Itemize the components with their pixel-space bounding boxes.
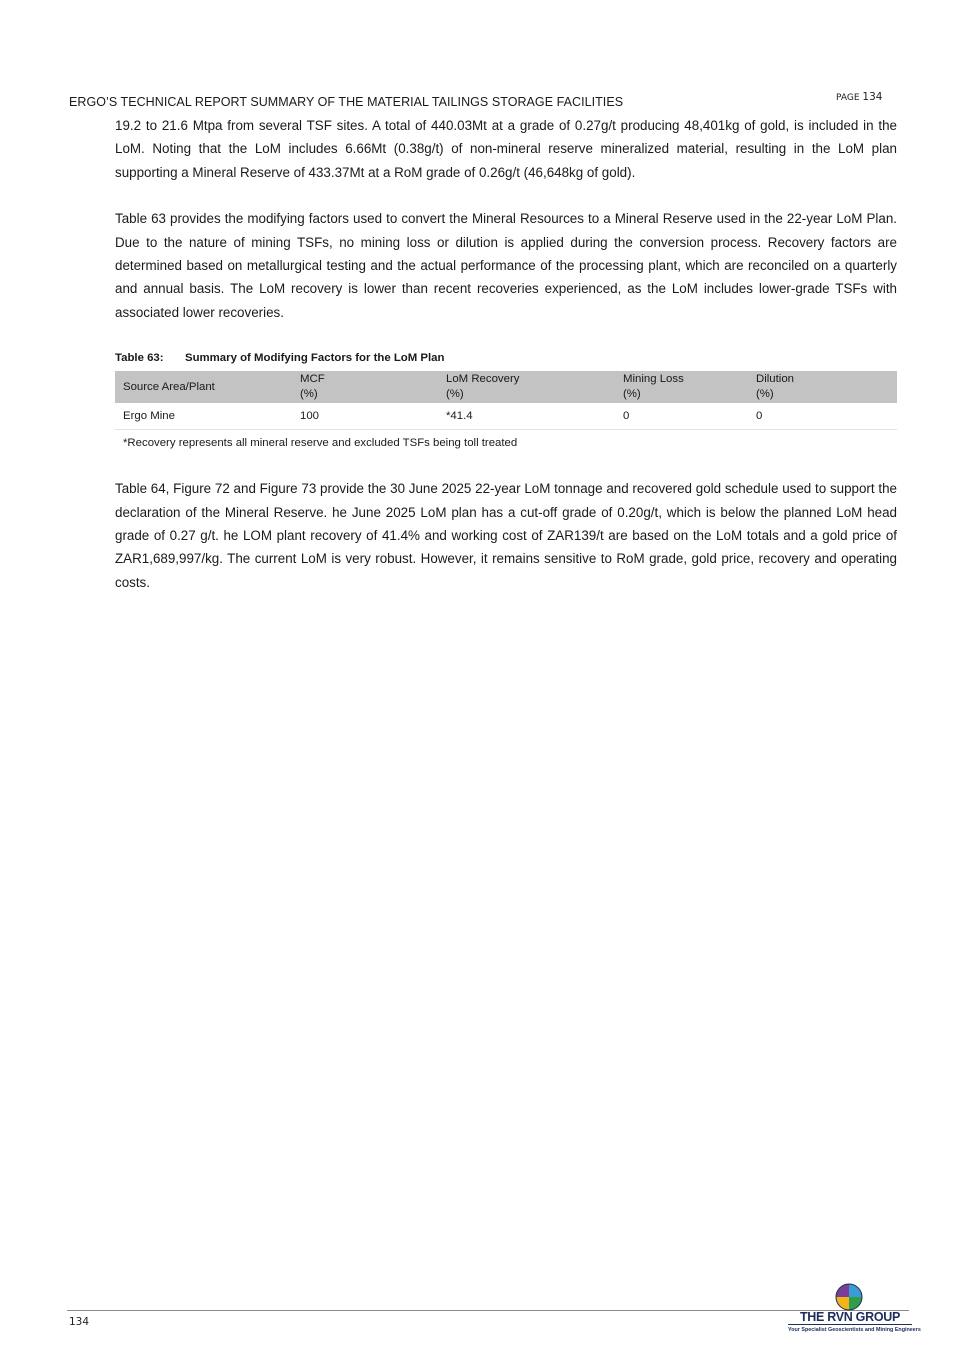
header-label: Mining Loss [623, 373, 684, 386]
page-number: 134 [862, 91, 883, 103]
header-unit: (%) [300, 388, 318, 401]
page-prefix: PAGE [836, 93, 860, 103]
table-caption-number: Table 63: [115, 352, 164, 365]
logo-tagline: Your Specialist Geoscientists and Mining Engineers [788, 1327, 921, 1333]
paragraph-lom-summary: 19.2 to 21.6 Mtpa from several TSF sites. A total of 440.03Mt at a grade of 0.27g/t producing 48,401kg of gold, is included in the LoM. Noting that the LoM includes 6.66Mt (0.38g/t) of non-mineral reserve mineralized material, resulting in the LoM plan supporting a Mineral Reserve of 433.37Mt at a RoM grade of 0.26g/t (46,648kg of gold). [115, 118, 897, 180]
rvn-group-logo [788, 1283, 921, 1335]
cell-mcf: 100 [292, 403, 438, 430]
paragraph-lom-schedule: Table 64, Figure 72 and Figure 73 provide the 30 June 2025 22-year LoM tonnage and recovered gold schedule used to support the declaration of the Mineral Reserve. he June 2025 LoM plan has a cut-off grade of 0.20g/t, which is below the planned LoM head grade of 0.27 g/t. he LOM plant recovery of 41.4% and working cost of ZAR139/t are based on the LoM totals and a gold price of ZAR1,689,997/kg. The current LoM is very robust. However, it remains sensitive to RoM grade, gold price, recovery and operating costs. [115, 481, 897, 590]
header-mcf [292, 371, 438, 403]
header-mining-loss [615, 371, 748, 403]
paragraph-modifying-factors: Table 63 provides the modifying factors used to convert the Mineral Resources to a Mineral Reserve used in the 22-year LoM Plan. Due to the nature of mining TSFs, no mining loss or dilution is applied during the conversion process. Recovery factors are determined based on metallurgical testing and the actual performance of the processing plant, which are reconciled on a quarterly and annual basis. The LoM recovery is lower than recent recoveries experienced, as the LoM includes lower-grade TSFs with associated lower recoveries. [115, 211, 897, 320]
table-caption [115, 352, 897, 364]
cell-lom-recovery: *41.4 [438, 403, 615, 430]
table-row [115, 403, 897, 430]
footer-divider [67, 1310, 909, 1311]
header-label: MCF [300, 373, 325, 386]
table-caption-title: Summary of Modifying Factors for the LoM Plan [185, 352, 445, 365]
cell-mining-loss: 0 [615, 403, 748, 430]
logo-circle-icon [835, 1283, 863, 1311]
main-content [115, 114, 897, 594]
header-source-area [115, 371, 292, 403]
header-unit: (%) [623, 388, 641, 401]
cell-dilution: 0 [748, 403, 897, 430]
header-unit: (%) [446, 388, 464, 401]
footer-page-number: 134 [69, 1316, 90, 1328]
table-header-row [115, 371, 897, 403]
header-unit: (%) [756, 388, 774, 401]
header-label: Source Area/Plant [123, 380, 215, 393]
cell-source-area: Ergo Mine [115, 403, 292, 430]
page-number-label [836, 91, 882, 103]
modifying-factors-table [115, 371, 897, 430]
header-dilution [748, 371, 897, 403]
logo-name: THE RVN GROUP [788, 1310, 912, 1325]
document-header-title: ERGO’S TECHNICAL REPORT SUMMARY OF THE MATERIAL TAILINGS STORAGE FACILITIES [69, 95, 624, 109]
table-footnote: *Recovery represents all mineral reserve and excluded TSFs being toll treated [123, 437, 518, 450]
header-label: LoM Recovery [446, 373, 520, 386]
header-label: Dilution [756, 373, 794, 386]
header-lom-recovery [438, 371, 615, 403]
